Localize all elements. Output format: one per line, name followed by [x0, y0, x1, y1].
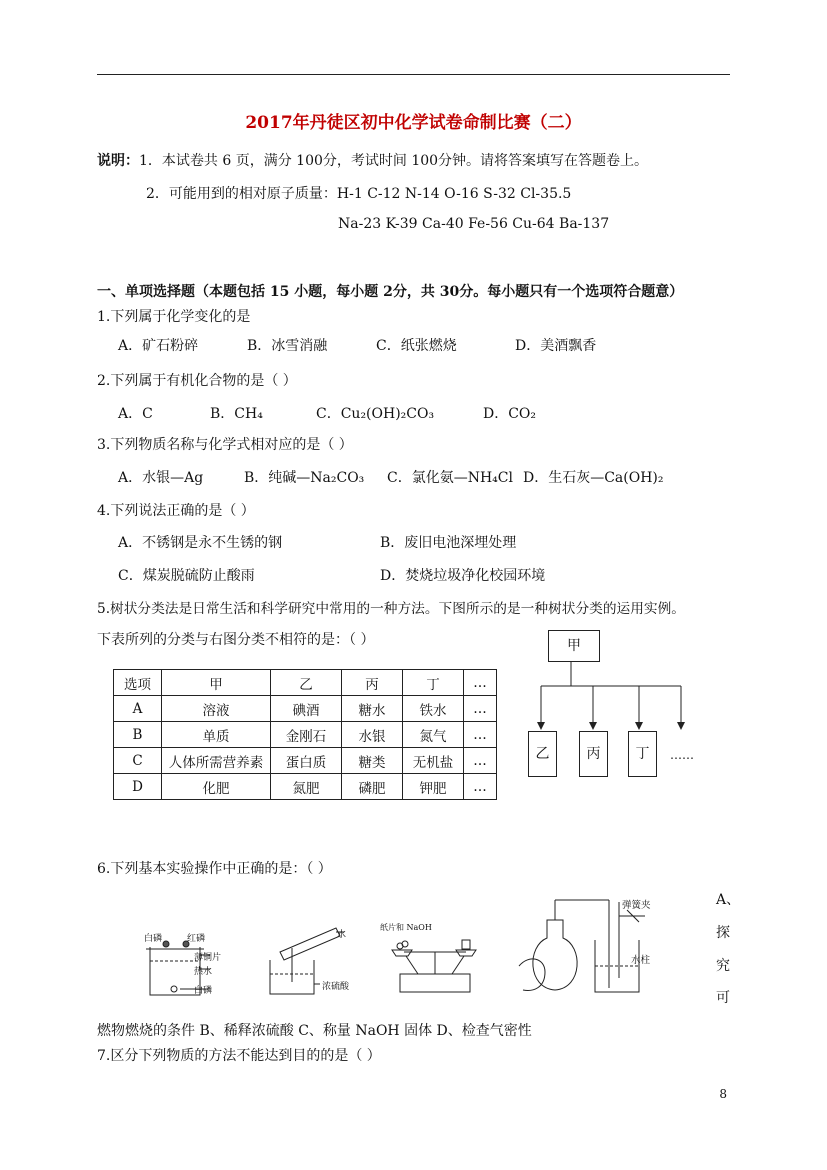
table-cell: …	[464, 722, 497, 748]
table-header-row	[114, 670, 497, 696]
q4-option-a: A．不锈钢是永不生锈的钢	[118, 535, 283, 551]
page-number: 8	[719, 1087, 727, 1101]
table-header-cell: …	[464, 670, 497, 696]
q1-option-b: B．冰雪消融	[247, 338, 328, 354]
q5-stem: 5.树状分类法是日常生活和科学研究中常用的一种方法。下图所示的是一种树状分类的运用实例。	[97, 601, 685, 617]
table-cell: 碘酒	[271, 696, 342, 722]
notes-text1: 1．本试卷共 6 页，满分 100分，考试时间 100分钟。请将答案填写在答题卷上。	[139, 153, 649, 169]
q1-stem: 1.下列属于化学变化的是	[97, 309, 251, 325]
tree-ellipsis: ……	[670, 748, 694, 762]
table-cell: 钾肥	[403, 774, 464, 800]
table-cell: 蛋白质	[271, 748, 342, 774]
q6-side-char: 探	[716, 925, 730, 941]
q2-option-a: A．C	[118, 406, 153, 422]
table-header-cell: 丙	[342, 670, 403, 696]
table-row	[114, 696, 497, 722]
q3-option-c: C．氯化氨—NH₄Cl	[387, 470, 513, 486]
page-title: 2017年丹徒区初中化学试卷命制比赛（二）	[245, 113, 582, 133]
tree-root-box: 甲	[548, 630, 600, 662]
table-cell: 溶液	[162, 696, 271, 722]
q2-option-d: D．CO₂	[483, 406, 537, 422]
tree-child-box: 丁	[628, 731, 657, 777]
q1-option-a: A．矿石粉碎	[118, 338, 199, 354]
table-header-cell: 乙	[271, 670, 342, 696]
tree-child-box: 乙	[528, 731, 557, 777]
notes-label: 说明：	[97, 153, 139, 169]
tree-child-box: 丙	[579, 731, 608, 777]
fig4-label: 弹簧夹	[622, 900, 651, 911]
q6-side-a: A、	[716, 892, 741, 908]
table-cell: 水银	[342, 722, 403, 748]
q1-option-d: D．美酒飘香	[515, 338, 597, 354]
q2-option-b: B．CH₄	[210, 406, 263, 422]
q3-option-b: B．纯碱—Na₂CO₃	[244, 470, 365, 486]
q7-stem: 7.区分下列物质的方法不能达到目的的是（ ）	[97, 1048, 381, 1064]
q5-table	[113, 669, 497, 800]
notes-line2: 2．可能用到的相对原子质量：H-1 C-12 N-14 O-16 S-32 Cl-35.5	[146, 186, 572, 202]
table-cell: A	[114, 696, 162, 722]
notes-line3: Na-23 K-39 Ca-40 Fe-56 Cu-64 Ba-137	[338, 216, 610, 232]
q6-side-char: 可	[716, 990, 730, 1006]
table-cell: 化肥	[162, 774, 271, 800]
table-cell: 金刚石	[271, 722, 342, 748]
table-cell: B	[114, 722, 162, 748]
fig4-label: 水柱	[631, 955, 651, 966]
table-cell: D	[114, 774, 162, 800]
table-cell: C	[114, 748, 162, 774]
table-cell: 无机盐	[403, 748, 464, 774]
table-row	[114, 748, 497, 774]
fig1-label: 热水	[194, 967, 213, 977]
q3-stem: 3.下列物质名称与化学式相对应的是（ ）	[97, 437, 353, 453]
fig1-label: 薄铜片	[194, 953, 222, 963]
airtightness-figure	[515, 892, 685, 1000]
q2-option-c: C．Cu₂(OH)₂CO₃	[316, 406, 435, 422]
table-row	[114, 774, 497, 800]
q4-option-c: C．煤炭脱硫防止酸雨	[118, 568, 255, 584]
fig2-label: 水	[337, 930, 347, 940]
fig3-label: 纸片和 NaOH	[380, 923, 432, 932]
table-cell: 糖类	[342, 748, 403, 774]
table-header-cell: 丁	[403, 670, 464, 696]
table-cell: 磷肥	[342, 774, 403, 800]
table-cell: 糖水	[342, 696, 403, 722]
table-cell: …	[464, 696, 497, 722]
q4-option-b: B．废旧电池深埋处理	[380, 535, 517, 551]
q6-side-char: 究	[716, 958, 730, 974]
table-cell: 氮肥	[271, 774, 342, 800]
q3-option-d: D．生石灰—Ca(OH)₂	[523, 470, 664, 486]
fig1-label: 白磷	[144, 934, 163, 944]
q3-option-a: A．水银—Ag	[118, 470, 204, 486]
q2-stem: 2.下列属于有机化合物的是（ ）	[97, 373, 297, 389]
table-row	[114, 722, 497, 748]
fig2-label: 浓硫酸	[322, 982, 350, 992]
fig1-label: 白磷	[194, 986, 213, 996]
fig1-label: 红磷	[187, 934, 206, 944]
table-header-cell: 选项	[114, 670, 162, 696]
notes-line1	[97, 150, 648, 170]
q6-options: 燃物燃烧的条件 B、稀释浓硫酸 C、称量 NaOH 固体 D、检查气密性	[97, 1023, 532, 1039]
q1-option-c: C．纸张燃烧	[376, 338, 457, 354]
q4-stem: 4.下列说法正确的是（ ）	[97, 503, 255, 519]
table-cell: …	[464, 748, 497, 774]
table-cell: 氮气	[403, 722, 464, 748]
table-cell: 单质	[162, 722, 271, 748]
table-header-cell: 甲	[162, 670, 271, 696]
section-heading: 一、单项选择题（本题包括 15 小题，每小题 2分，共 30分。每小题只有一个选项符合题意）	[97, 284, 684, 300]
table-cell: …	[464, 774, 497, 800]
q6-stem: 6.下列基本实验操作中正确的是：（ ）	[97, 861, 332, 877]
table-cell: 人体所需营养素	[162, 748, 271, 774]
q4-option-d: D．焚烧垃圾净化校园环境	[380, 568, 546, 584]
balance-figure	[378, 928, 488, 1000]
q5-stem2: 下表所列的分类与右图分类不相符的是：（ ）	[97, 632, 375, 648]
header-rule	[97, 74, 730, 75]
table-cell: 铁水	[403, 696, 464, 722]
